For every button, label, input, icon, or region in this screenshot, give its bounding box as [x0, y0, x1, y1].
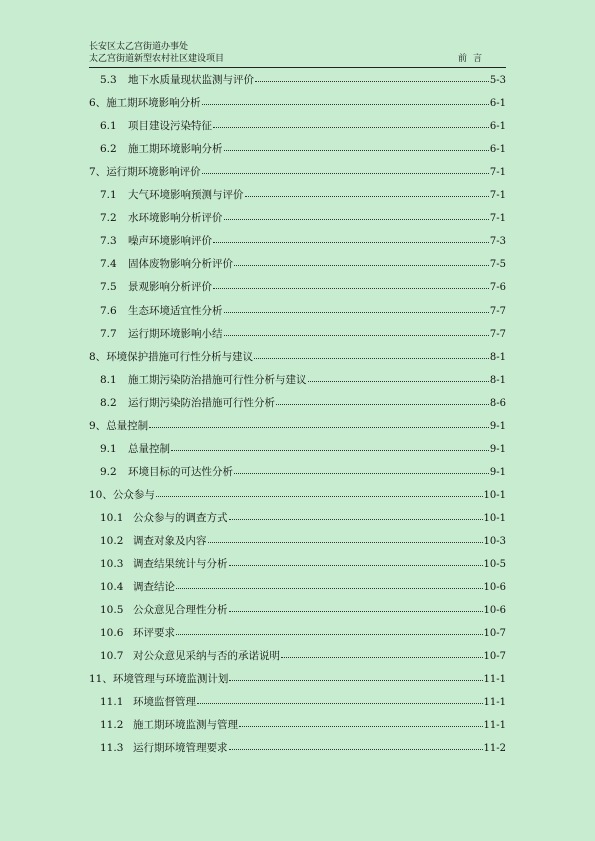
toc-entry-page: 10-6 — [483, 582, 506, 594]
toc-entry-page: 9-1 — [489, 466, 506, 478]
toc-entry-title: 施工期污染防治措施可行性分析与建议 — [128, 373, 307, 386]
toc-entry-number: 7.6 — [100, 304, 117, 317]
toc-entry-title: 生态环境适宜性分析 — [128, 304, 223, 317]
page-header — [89, 41, 506, 65]
toc-dot-leader — [224, 326, 489, 336]
toc-entry-title: 环境保护措施可行性分析与建议 — [106, 350, 254, 363]
toc-entry-number: 10.2 — [100, 535, 124, 547]
toc-entry-title: 公众意见合理性分析 — [133, 604, 228, 617]
toc-entry-number: 7.1 — [100, 189, 117, 202]
toc-dot-leader — [171, 441, 489, 451]
toc-entry-number: 10.6 — [100, 627, 124, 640]
toc-dot-leader — [156, 487, 483, 497]
toc-entry-title: 施工期环境影响分析 — [106, 97, 201, 110]
toc-entry-title: 地下水质量现状监测与评价 — [128, 74, 254, 86]
toc-entry-page: 8-1 — [489, 351, 506, 363]
toc-entry[interactable] — [89, 96, 506, 111]
toc-entry-title: 公众参与 — [112, 488, 155, 501]
toc-entry-number: 7.3 — [100, 235, 117, 248]
toc-entry-title: 项目建设污染特征 — [128, 120, 212, 133]
toc-entry-page: 10-5 — [483, 559, 506, 571]
toc-entry-title: 总量控制 — [128, 442, 170, 455]
toc-entry-title: 运行期环境影响评价 — [106, 166, 201, 179]
toc-entry-page: 7-7 — [489, 305, 506, 317]
toc-entry-number: 9、 — [89, 419, 107, 432]
toc-dot-leader — [224, 210, 489, 220]
toc-entry-number: 7.7 — [100, 327, 117, 340]
toc-entry[interactable] — [100, 718, 506, 733]
toc-entry[interactable] — [100, 396, 506, 411]
toc-entry-page: 11-1 — [483, 697, 506, 709]
toc-entry-title: 环境监督管理 — [133, 696, 196, 709]
toc-entry[interactable] — [100, 280, 506, 295]
toc-dot-leader — [149, 418, 489, 428]
toc-entry-title: 施工期环境监测与管理 — [133, 719, 238, 732]
toc-entry-page: 6-1 — [489, 98, 506, 110]
toc-entry[interactable] — [100, 373, 506, 388]
toc-entry-number: 7、 — [89, 166, 107, 179]
toc-entry-number: 6.1 — [100, 120, 117, 133]
toc-entry-title: 环境目标的可达性分析 — [128, 465, 233, 478]
toc-entry[interactable] — [100, 188, 506, 203]
toc-dot-leader — [224, 141, 489, 151]
toc-dot-leader — [229, 556, 483, 566]
toc-entry-number: 7.4 — [100, 258, 117, 271]
toc-entry-page: 7-7 — [489, 328, 506, 340]
toc-entry-page: 9-1 — [489, 420, 506, 432]
toc-entry-page: 10-6 — [483, 605, 506, 617]
toc-dot-leader — [176, 579, 483, 589]
toc-entry[interactable] — [100, 442, 506, 457]
toc-entry[interactable] — [100, 580, 506, 595]
toc-dot-leader — [255, 72, 489, 82]
toc-entry-title: 调查结果统计与分析 — [133, 558, 228, 571]
toc-dot-leader — [202, 95, 489, 105]
toc-entry[interactable] — [100, 327, 506, 342]
toc-dot-leader — [308, 372, 489, 382]
toc-entry-page: 10-7 — [483, 651, 506, 663]
toc-entry-number: 8.1 — [100, 373, 117, 386]
toc-entry-number: 5.3 — [100, 74, 117, 86]
toc-entry-title: 调查对象及内容 — [133, 535, 207, 547]
toc-entry[interactable] — [100, 741, 506, 756]
toc-entry-number: 10.4 — [100, 581, 124, 594]
toc-entry[interactable] — [89, 672, 506, 687]
toc-entry-number: 10.3 — [100, 558, 124, 571]
toc-entry-page: 7-3 — [489, 236, 506, 248]
toc-entry-title: 对公众意见采纳与否的承诺说明 — [133, 650, 280, 663]
toc-entry[interactable] — [89, 350, 506, 365]
toc-entry-number: 11.3 — [100, 742, 124, 755]
header-section-name: 前言 — [457, 54, 488, 64]
toc-entry[interactable] — [100, 234, 506, 249]
toc-entry-number: 6.2 — [100, 143, 117, 156]
toc-entry-page: 7-5 — [489, 259, 506, 271]
toc-dot-leader — [208, 533, 483, 543]
toc-entry[interactable] — [100, 603, 506, 618]
toc-entry[interactable] — [100, 211, 506, 226]
toc-entry-number: 10.1 — [100, 511, 124, 524]
toc-entry-page: 8-6 — [489, 397, 506, 409]
toc-entry[interactable] — [100, 557, 506, 572]
toc-entry-title: 运行期环境影响小结 — [128, 327, 223, 340]
toc-dot-leader — [213, 279, 489, 289]
toc-dot-leader — [213, 233, 489, 243]
toc-entry-title: 运行期污染防治措施可行性分析 — [128, 396, 275, 409]
toc-entry[interactable] — [100, 304, 506, 319]
toc-entry-page: 11-1 — [483, 720, 506, 732]
toc-entry[interactable] — [100, 119, 506, 134]
toc-entry-page: 5-3 — [489, 75, 506, 86]
toc-dot-leader — [229, 602, 483, 612]
toc-entry-page: 6-1 — [489, 121, 506, 133]
toc-entry-title: 施工期环境影响分析 — [128, 143, 223, 156]
toc-entry-number: 9.1 — [100, 442, 117, 455]
toc-entry-title: 景观影响分析评价 — [128, 281, 212, 294]
toc-dot-leader — [176, 625, 483, 635]
toc-entry-number: 6、 — [89, 97, 107, 110]
toc-entry-page: 11-1 — [483, 674, 506, 686]
toc-entry[interactable] — [100, 695, 506, 710]
toc-entry-title: 环评要求 — [133, 627, 175, 640]
toc-entry-page: 7-1 — [489, 167, 506, 179]
toc-entry-number: 10.7 — [100, 650, 124, 663]
header-project-name: 太乙宫街道新型农村社区建设项目 — [89, 54, 225, 64]
toc-entry-title: 水环境影响分析评价 — [128, 212, 223, 225]
toc-entry[interactable] — [100, 142, 506, 157]
toc-entry-number: 11、 — [89, 673, 113, 686]
toc-entry-number: 7.5 — [100, 281, 117, 294]
toc-dot-leader — [234, 464, 489, 474]
toc-entry-title: 噪声环境影响评价 — [128, 235, 212, 248]
toc-dot-leader — [213, 118, 489, 128]
toc-entry[interactable] — [89, 419, 506, 434]
toc-entry-page: 8-1 — [489, 374, 506, 386]
toc-entry-page: 10-1 — [483, 512, 506, 524]
toc-dot-leader — [276, 395, 489, 405]
toc-dot-leader — [254, 349, 489, 359]
toc-dot-leader — [202, 164, 489, 174]
toc-entry[interactable] — [100, 534, 506, 549]
toc-entry-page: 7-1 — [489, 190, 506, 202]
toc-entry[interactable] — [100, 257, 506, 272]
toc-entry-page: 10-1 — [483, 489, 506, 501]
toc-entry-title: 运行期环境管理要求 — [133, 742, 228, 755]
toc-entry[interactable] — [100, 73, 506, 88]
toc-dot-leader — [197, 694, 483, 704]
toc-entry[interactable] — [100, 465, 506, 480]
toc-dot-leader — [229, 510, 483, 520]
toc-entry-number: 11.2 — [100, 719, 124, 732]
header-divider — [89, 67, 506, 68]
toc-entry-title: 环境管理与环境监测计划 — [112, 673, 229, 686]
toc-entry[interactable] — [89, 165, 506, 180]
toc-entry-title: 固体废物影响分析评价 — [128, 258, 233, 271]
toc-entry[interactable] — [89, 488, 506, 503]
toc-entry-number: 10、 — [89, 488, 113, 501]
toc-entry-title: 大气环境影响预测与评价 — [128, 189, 244, 202]
toc-entry-page: 10-7 — [483, 628, 506, 640]
toc-entry-title: 调查结论 — [133, 581, 175, 594]
toc-entry-number: 9.2 — [100, 465, 117, 478]
toc-entry-page: 11-2 — [483, 743, 506, 755]
toc-dot-leader — [245, 187, 489, 197]
toc-entry-page: 7-1 — [489, 213, 506, 225]
toc-entry[interactable] — [100, 626, 506, 641]
toc-entry-number: 10.5 — [100, 604, 124, 617]
toc-entry-number: 7.2 — [100, 212, 117, 225]
toc-entry-page: 9-1 — [489, 443, 506, 455]
toc-dot-leader — [224, 303, 489, 313]
toc-entry-number: 8.2 — [100, 396, 117, 409]
toc-entry-page: 10-3 — [483, 536, 506, 547]
toc-entry-page: 6-1 — [489, 144, 506, 156]
toc-entry-number: 8、 — [89, 350, 107, 363]
toc-entry-title: 公众参与的调查方式 — [133, 511, 228, 524]
toc-entry-title: 总量控制 — [106, 419, 149, 432]
toc-entry-number: 11.1 — [100, 696, 124, 709]
toc-dot-leader — [234, 256, 489, 266]
toc-dot-leader — [281, 648, 483, 658]
toc-dot-leader — [229, 671, 482, 681]
toc-dot-leader — [239, 717, 483, 727]
header-organization: 长安区太乙宫街道办事处 — [89, 42, 189, 52]
toc-entry[interactable] — [100, 511, 506, 526]
toc-entry[interactable] — [100, 649, 506, 664]
toc-entry-page: 7-6 — [489, 282, 506, 294]
toc-dot-leader — [229, 740, 483, 750]
